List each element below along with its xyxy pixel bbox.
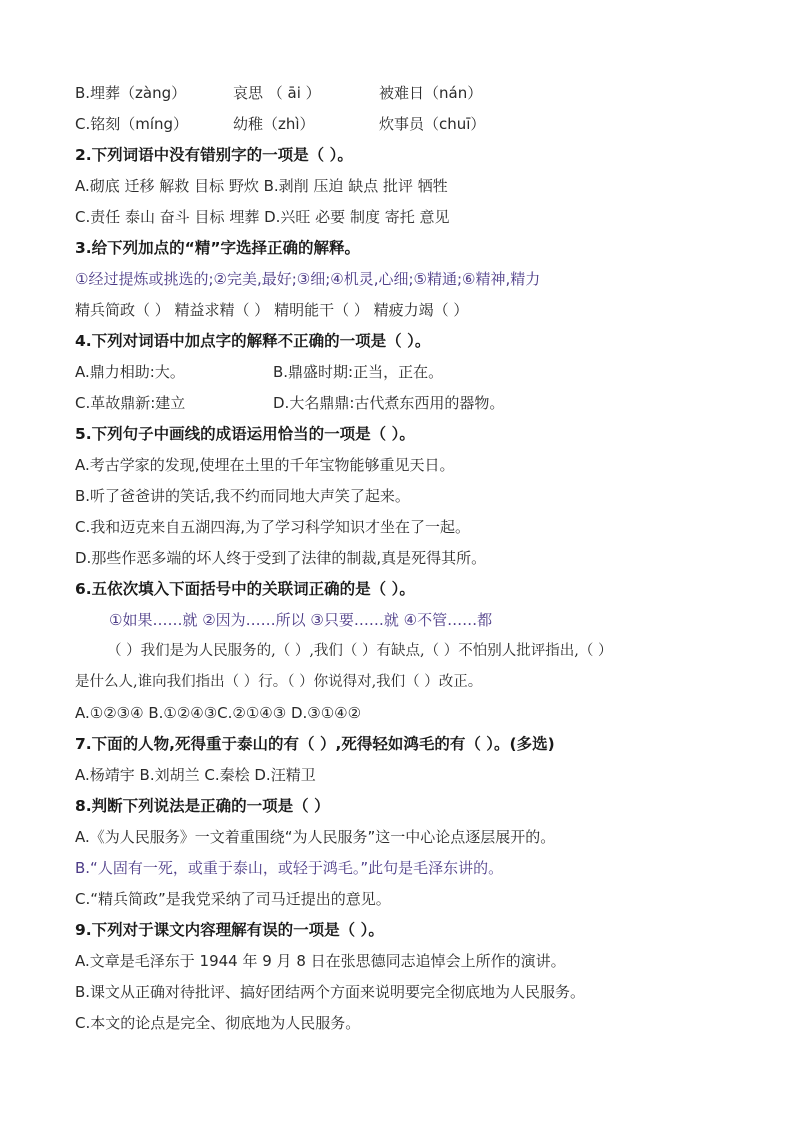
q7-options: A.杨靖宇 B.刘胡兰 C.秦桧 D.汪精卫 [75,766,316,784]
q9-option-a: A.文章是毛泽东于 1944 年 9 月 8 日在张思德同志追悼会上所作的演讲。 [75,952,566,970]
q9-option-c: C.本文的论点是完全、彻底地为人民服务。 [75,1014,361,1032]
q2-options-ab: A.砌底 迁移 解救 目标 野炊 B.剥削 压迫 缺点 批评 牺牲 [75,177,448,195]
q4-options-cd [75,388,755,419]
q5-option-d: D.那些作恶多端的坏人终于受到了法律的制裁,真是死得其所。 [75,549,487,567]
q6-conjunctions: ①如果……就 ②因为……所以 ③只要……就 ④不管……都 [109,611,493,629]
question-9: 9.下列对于课文内容理解有误的一项是（ ）。 [75,921,384,939]
q8-option-c: C.“精兵简政”是我党采纳了司马迁提出的意见。 [75,890,391,908]
option-b-3: 被难日（nán） [379,84,483,102]
option-row-b [75,78,755,109]
q2-options-cd: C.责任 泰山 奋斗 目标 埋葬 D.兴旺 必要 制度 寄托 意见 [75,208,450,226]
question-3: 3.给下列加点的“精”字选择正确的解释。 [75,239,361,257]
q5-option-a: A.考古学家的发现,使埋在土里的千年宝物能够重见天日。 [75,456,455,474]
question-8: 8.判断下列说法是正确的一项是（ ） [75,797,330,815]
question-2: 2.下列词语中没有错别字的一项是（ ）。 [75,146,353,164]
question-5: 5.下列句子中画线的成语运用恰当的一项是（ ）。 [75,425,415,443]
q5-option-c: C.我和迈克来自五湖四海,为了学习科学知识才坐在了一起。 [75,518,471,536]
q3-words: 精兵简政（ ） 精益求精（ ） 精明能干（ ） 精疲力竭（ ） [75,301,469,319]
q6-options: A.①②③④ B.①②④③C.②①④③ D.③①④② [75,704,362,722]
option-b-2: 哀思 （ āi ） [233,84,321,102]
q3-meanings: ①经过提炼或挑选的;②完美,最好;③细;④机灵,心细;⑤精通;⑥精神,精力 [75,270,541,288]
option-c-2: 幼稚（zhì） [233,115,315,133]
question-6: 6.五依次填入下面括号中的关联词正确的是（ ）。 [75,580,415,598]
q4-option-a: A.鼎力相助:大。 [75,363,185,381]
q8-option-a: A.《为人民服务》一文着重围绕“为人民服务”这一中心论点逐层展开的。 [75,828,556,846]
option-c-3: 炊事员（chuī） [379,115,486,133]
q4-option-d: D.大名鼎鼎:古代煮东西用的器物。 [273,394,505,412]
option-c-1: C.铭刻（míng） [75,115,189,133]
q6-sentence-1: （ ）我们是为人民服务的,（ ）,我们（ ）有缺点,（ ）不怕别人批评指出,（ ） [107,643,613,659]
q4-options-ab [75,357,755,388]
q9-option-b: B.课文从正确对待批评、搞好团结两个方面来说明要完全彻底地为人民服务。 [75,983,586,1001]
question-4: 4.下列对词语中加点字的解释不正确的一项是（ ）。 [75,332,431,350]
option-row-c [75,109,755,140]
q5-option-b: B.听了爸爸讲的笑话,我不约而同地大声笑了起来。 [75,487,410,505]
q8-option-b: B.“人固有一死，或重于泰山，或轻于鸿毛。”此句是毛泽东讲的。 [75,859,504,877]
question-7: 7.下面的人物,死得重于泰山的有（ ）,死得轻如鸿毛的有（ ）。(多选) [75,735,555,753]
q6-sentence-2: 是什么人,谁向我们指出（ ）行。（ ）你说得对,我们（ ）改正。 [75,674,483,690]
worksheet-page [75,78,755,1039]
q4-option-c: C.革故鼎新:建立 [75,394,186,412]
q4-option-b: B.鼎盛时期:正当，正在。 [273,363,444,381]
option-b-1: B.埋葬（zàng） [75,84,187,102]
